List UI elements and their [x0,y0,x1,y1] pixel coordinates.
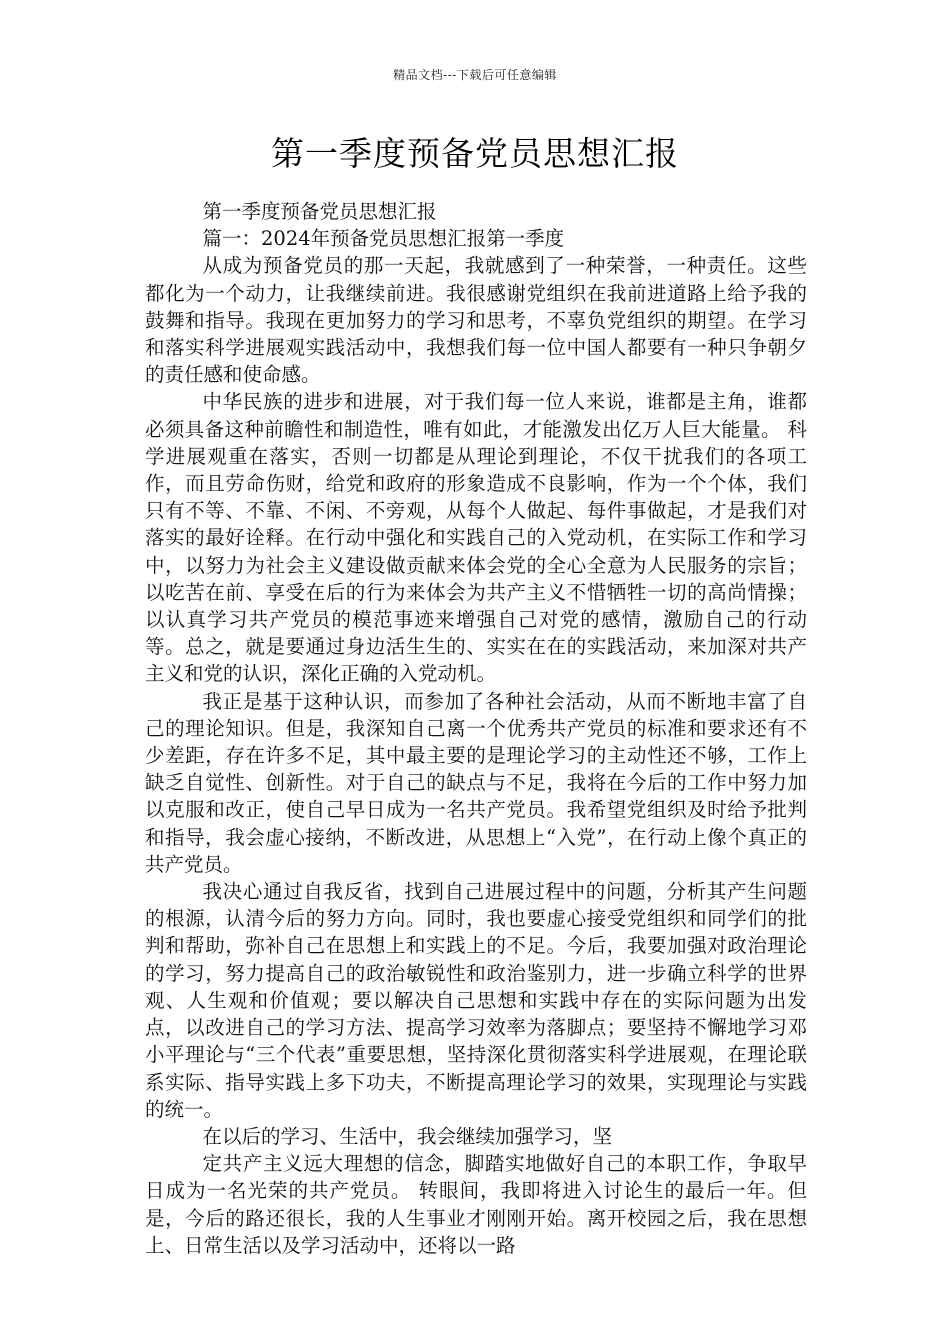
document-title: 第一季度预备党员思想汇报 [271,134,679,173]
paragraph: 我决心通过自我反省，找到自己进展过程中的问题，分析其产生问题的根源，认清今后的努力方向。同时，我也要虚心接受党组织和同学们的批判和帮助，弥补自己在思想上和实践上的不足。今后，我要加强对政治理论的学习，努力提高自己的政治敏锐性和政治鉴别力，进一步确立科学的世界观、人生观和价值观；要以解决自己思想和实践中存在的实际问题为出发点，以改进自己的学习方法、提高学习效率为落脚点；要坚持不懈地学习邓小平理论与“三个代表”重要思想，坚持深化贯彻落实科学进展观，在理论联系实际、指导实践上多下功夫，不断提高理论学习的效果，实现理论与实践的统一。 [145,880,807,1121]
paragraph: 中华民族的进步和进展，对于我们每一位人来说，谁都是主角，谁都必须具备这种前瞻性和制造性，唯有如此，才能激发出亿万人巨大能量。 科学进展观重在落实，否则一切都是从理论到理论，不仅干扰我们的各项工作，而且劳命伤财，给党和政府的形象造成不良影响，作为一个个体，我们只有不等、不靠、不闲、不旁观，从每个人做起、每件事做起，才是我们对落实的最好诠释。在行动中强化和实践自己的入党动机，在实际工作和学习中，以努力为社会主义建设做贡献来体会党的全心全意为人民服务的宗旨；以吃苦在前、享受在后的行为来体会为共产主义不惜牺牲一切的高尚情操；以认真学习共产党员的模范事迹来增强自己对党的感情，激励自己的行动等。总之，就是要通过身边活生生的、实实在在的实践活动，来加深对共产主义和党的认识，深化正确的入党动机。 [145,390,807,686]
paragraph-subtitle: 第一季度预备党员思想汇报 [202,200,437,223]
document-body [145,198,807,1259]
paragraph: 定共产主义远大理想的信念，脚踏实地做好自己的本职工作，争取早日成为一名光荣的共产党员。 转眼间，我即将进入讨论生的最后一年。但是，今后的路还很长，我的人生事业才刚刚开始。离开校园之后，我在思想上、日常生活以及学习活动中，还将以一路 [145,1152,807,1257]
paragraph: 从成为预备党员的那一天起，我就感到了一种荣誉，一种责任。这些都化为一个动力，让我继续前进。我很感谢党组织在我前进道路上给予我的鼓舞和指导。我现在更加努力的学习和思考，不辜负党组织的期望。在学习和落实科学进展观实践活动中，我想我们每一位中国人都要有一种只争朝夕的责任感和使命感。 [145,254,807,387]
paragraph: 在以后的学习、生活中，我会继续加强学习，坚 [202,1124,613,1148]
page-header: 精品文档---下载后可任意编辑 [393,68,557,82]
paragraph-section-heading: 篇一：2024年预备党员思想汇报第一季度 [202,227,565,251]
paragraph: 我正是基于这种认识，而参加了各种社会活动，从而不断地丰富了自己的理论知识。但是，我深知自己离一个优秀共产党员的标准和要求还有不少差距，存在许多不足，其中最主要的是理论学习的主动性还不够，工作上缺乏自觉性、创新性。对于自己的缺点与不足，我将在今后的工作中努力加以克服和改正，使自己早日成为一名共产党员。我希望党组织及时给予批判和指导，我会虚心接纳，不断改进，从思想上“入党”，在行动上像个真正的共产党员。 [145,689,807,876]
